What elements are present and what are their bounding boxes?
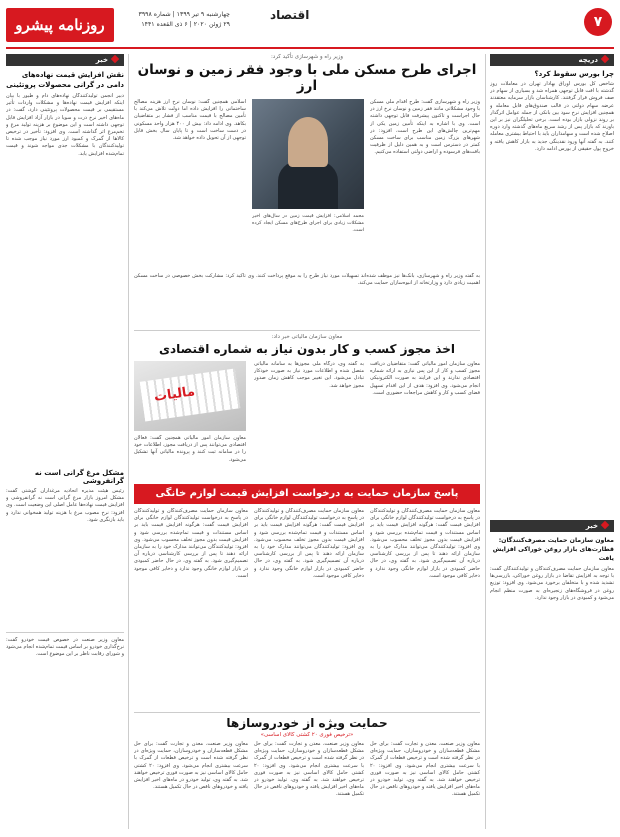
- column-divider: [128, 54, 129, 829]
- diamond-icon: [601, 521, 609, 529]
- appliance-body-3: معاون سازمان حمایت مصرف‌کنندگان و تولیدکنندگان در پاسخ به درخواست تولیدکنندگان لوازم خانگی برای افزایش قیمت گفت: هرگونه افزایش قیمت باید بر اساس مستندات و قیمت تمام‌شده بررسی شود و افزایش قیمت بدون مجوز تخلف محسوب می‌شود. وی افزود: تولیدکنندگان می‌توانند مدارک خود را به سازمان ارائه دهند تا پس از بررسی کارشناسی درباره آن تصمیم‌گیری شود. به گفته وی، در حال حاضر کمبودی در بازار لوازم خانگی وجود ندارد و ذخایر کافی موجود است.: [134, 508, 248, 579]
- news-label: خبر: [490, 520, 614, 532]
- news-column: [6, 54, 124, 777]
- section-divider: [134, 712, 480, 713]
- appliance-body-2: معاون سازمان حمایت مصرف‌کنندگان و تولیدکنندگان در پاسخ به درخواست تولیدکنندگان لوازم خانگی برای افزایش قیمت گفت: هرگونه افزایش قیمت باید بر اساس مستندات و قیمت تمام‌شده بررسی شود و افزایش قیمت بدون مجوز تخلف محسوب می‌شود. وی افزود: تولیدکنندگان می‌توانند مدارک خود را به سازمان ارائه دهند تا پس از بررسی کارشناسی درباره آن تصمیم‌گیری شود. به گفته وی، در حال حاضر کمبودی در بازار لوازم خانگی وجود ندارد و ذخایر کافی موجود است.: [254, 508, 364, 579]
- page-number: ۷: [584, 8, 612, 36]
- tax-body-left: معاون سازمان امور مالیاتی همچنین گفت: فعالان اقتصادی می‌توانند پس از دریافت مجوز، اطلاعات خود را در سامانه ثبت کنند و پرونده مالیاتی آنها تشکیل می‌شود.: [134, 435, 246, 463]
- diamond-icon: [601, 55, 609, 63]
- tax-kicker: معاون سازمان مالیاتی خبر داد:: [271, 334, 343, 340]
- news-headline-2[interactable]: مشکل مرغ گرانی است نه گرانفروشی: [34, 469, 124, 485]
- appliance-story: [134, 508, 480, 708]
- section-label: خبر: [6, 54, 124, 66]
- tax-body-mid: به گفته وی، درگاه ملی مجوزها به سامانه مالیاتی متصل شده و اطلاعات مورد نیاز به صورت خودکار تبادل می‌شود. این تغییر موجب کاهش زمان صدور مجوز خواهد شد.: [254, 361, 364, 389]
- brief-column: [490, 54, 614, 746]
- page-header: [0, 0, 620, 50]
- auto-kicker: «ترخیص فوری ۲۰ کشتی کالای اساسی»: [260, 732, 354, 738]
- news-body: دبیر انجمن تولیدکنندگان نهاده‌های دام و طیور با بیان اینکه افزایش قیمت نهاده‌ها و مشکلات واردات تأثیر مستقیمی بر قیمت محصولات پروتئینی دارد، گفت: در ماه‌های اخیر نرخ ذرت و سویا در بازار آزاد افزایش قابل توجهی داشته است و این موضوع بر هزینه تولید مرغ و تخم‌مرغ اثر گذاشته است. وی افزود: تأخیر در ترخیص کالاها از گمرک و کمبود ارز مورد نیاز موجب شده تا تولیدکنندگان با مشکلات جدی مواجه شوند و قیمت تمام‌شده افزایش یابد.: [6, 93, 124, 157]
- lead-kicker: وزیر راه و شهرسازی تأکید کرد:: [270, 54, 344, 60]
- section-title: اقتصاد: [270, 8, 310, 22]
- issue-date-line: چهارشنبه ۹ تیر ۱۳۹۹ | شماره ۳۹۹۸: [138, 11, 230, 18]
- auto-story: [134, 716, 480, 831]
- appliance-body: معاون سازمان حمایت مصرف‌کنندگان و تولیدکنندگان در پاسخ به درخواست تولیدکنندگان لوازم خانگی برای افزایش قیمت گفت: هرگونه افزایش قیمت باید بر اساس مستندات و قیمت تمام‌شده بررسی شود و افزایش قیمت بدون مجوز تخلف محسوب می‌شود. وی افزود: تولیدکنندگان می‌توانند مدارک خود را به سازمان ارائه دهند تا پس از بررسی کارشناسی درباره آن تصمیم‌گیری شود. به گفته وی، در حال حاضر کمبودی در بازار لوازم خانگی وجود ندارد و ذخایر کافی موجود است.: [370, 508, 480, 579]
- news-body-2: رئیس هیئت مدیره اتحادیه مرغداران گوشتی گفت: مشکل امروز بازار مرغ گرانی است نه گرانفروشی و افزایش قیمت نهاده‌ها عامل اصلی این وضعیت است. وی افزود: نرخ مصوب مرغ با هزینه تولید همخوانی ندارد و باید بازنگری شود.: [6, 488, 124, 523]
- minister-photo[interactable]: [252, 99, 364, 209]
- brief-headline[interactable]: چرا بورس سقوط کرد؟: [534, 70, 614, 78]
- diamond-icon: [111, 55, 119, 63]
- brief-body: شاخص کل بورس اوراق بهادار تهران در معاملات روز گذشته با افت قابل توجهی همراه شد و بسیاری از سهام در صف فروش قرار گرفتند. کارشناسان بازار سرمایه معتقدند عرضه سهام دولتی در قالب صندوق‌های قابل معامله و همچنین افزایش نرخ سود بین بانکی از جمله عوامل اثرگذار بر روند نزولی بازار بوده است. برخی تحلیلگران نیز بر این باورند که بازار پس از رشد سریع ماه‌های گذشته وارد دوره اصلاح شده است و سهامداران باید با احتیاط بیشتری معامله کنند. به گفته آنها ورود نقدینگی جدید به بازار کاهش یافته و خروج پول حقیقی از بورس ادامه دارد.: [490, 81, 614, 152]
- brief-headline-2[interactable]: معاون سازمان حمایت مصرف‌کنندگان: قطارت‌های بازار روغن خوراکی افزایش یافت: [492, 537, 614, 562]
- news-body-3: معاون وزیر صنعت در خصوص قیمت خودرو گفت: نرخ‌گذاری خودرو بر اساس قیمت تمام‌شده انجام می‌شود و شورای رقابت ناظر بر این موضوع است.: [6, 637, 124, 658]
- tax-body-right: معاون سازمان امور مالیاتی گفت: متقاضیان دریافت مجوز کسب و کار از این پس نیازی به ارائه شماره اقتصادی ندارند و این فرایند به صورت الکترونیکی انجام می‌شود. وی افزود: هدف از این اقدام تسهیل فضای کسب و کار و کاهش مراجعات حضوری است.: [370, 361, 480, 396]
- brief-body-2: معاون سازمان حمایت مصرف‌کنندگان و تولیدکنندگان گفت: با توجه به افزایش تقاضا در بازار روغن خوراکی، بازرسی‌ها تشدید شده و با متخلفان برخورد می‌شود. وی افزود: توزیع روغن در فروشگاه‌های زنجیره‌ای به صورت منظم انجام می‌شود و کمبودی در بازار وجود ندارد.: [490, 566, 614, 601]
- issue-date-line-2: ۲۹ ژوئن ۲۰۲۰ | ۶ ذی القعده ۱۴۴۱: [141, 21, 230, 28]
- news-headline[interactable]: نقش افزایش قیمت نهاده‌های دامی در گرانی محصولات پروتئینی: [6, 71, 124, 89]
- auto-body: معاون وزیر صنعت، معدن و تجارت گفت: برای حل مشکل قطعه‌سازان و خودروسازان، حمایت ویژه‌ای در نظر گرفته شده است و ترخیص قطعات از گمرک با سرعت بیشتری انجام می‌شود. وی افزود: ۲۰ کشتی حامل کالای اساسی نیز به صورت فوری ترخیص خواهند شد. به گفته وی، تولید خودرو در ماه‌های اخیر افزایش یافته و خودروهای ناقص در حال تکمیل هستند.: [370, 741, 480, 798]
- section-divider: [6, 632, 124, 633]
- appliance-headline[interactable]: پاسخ سازمان حمایت به درخواست افزایش قیمت لوازم خانگی: [134, 484, 480, 504]
- column-divider: [485, 54, 486, 829]
- tax-image-label: مالیات: [153, 384, 196, 405]
- issue-info: [120, 10, 230, 30]
- section-label: دریچه: [490, 54, 614, 66]
- lead-story: [134, 54, 480, 333]
- auto-body-2: معاون وزیر صنعت، معدن و تجارت گفت: برای حل مشکل قطعه‌سازان و خودروسازان، حمایت ویژه‌ای در نظر گرفته شده است و ترخیص قطعات از گمرک با سرعت بیشتری انجام می‌شود. وی افزود: ۲۰ کشتی حامل کالای اساسی نیز به صورت فوری ترخیص خواهند شد. به گفته وی، تولید خودرو در ماه‌های اخیر افزایش یافته و خودروهای ناقص در حال تکمیل هستند.: [254, 741, 364, 798]
- section-divider: [134, 330, 480, 331]
- tax-story: [134, 334, 480, 481]
- lead-body-right: وزیر راه و شهرسازی گفت: طرح اقدام ملی مسکن با وجود مشکلاتی مانند فقر زمین و نوسان نرخ ارز در حال اجراست و تاکنون پیشرفت قابل توجهی داشته است. وی با اشاره به اینکه تأمین زمین یکی از مهم‌ترین چالش‌های این طرح است، افزود: در شهرهای بزرگ زمین مناسب برای ساخت مسکن کمتر در دسترس است و به همین دلیل از ظرفیت بافت‌های فرسوده و اراضی دولتی استفاده می‌کنیم.: [370, 99, 480, 156]
- lead-headline[interactable]: اجرای طرح مسکن ملی با وجود فقر زمین و نوسان ارز: [137, 62, 477, 94]
- photo-caption: محمد اسلامی: افزایش قیمت زمین در سال‌های اخیر مشکلات زیادی برای اجرای طرح‌های مسکن ایجاد کرده است.: [252, 214, 364, 234]
- lead-body-left: اسلامی همچنین گفت: نوسان نرخ ارز هزینه مصالح ساختمانی را افزایش داده اما دولت تلاش می‌کند با تأمین مصالح با قیمت مناسب از فشار بر متقاضیان بکاهد. وی ادامه داد: بیش از ۴۰۰ هزار واحد مسکونی در دست ساخت است و تا پایان سال بخش قابل توجهی از آن تحویل داده خواهد شد.: [134, 99, 246, 142]
- auto-headline[interactable]: حمایت ویژه از خودروسازها: [226, 716, 388, 730]
- auto-body-3: معاون وزیر صنعت، معدن و تجارت گفت: برای حل مشکل قطعه‌سازان و خودروسازان، حمایت ویژه‌ای در نظر گرفته شده است و ترخیص قطعات از گمرک با سرعت بیشتری انجام می‌شود. وی افزود: ۲۰ کشتی حامل کالای اساسی نیز به صورت فوری ترخیص خواهند شد. به گفته وی، تولید خودرو در ماه‌های اخیر افزایش یافته و خودروهای ناقص در حال تکمیل هستند.: [134, 741, 248, 791]
- header-rule: [6, 47, 614, 49]
- tax-headline[interactable]: اخذ مجوز کسب و کار بدون نیاز به شماره اقتصادی: [159, 342, 455, 356]
- tax-image[interactable]: [134, 361, 246, 431]
- lead-body-extra: به گفته وزیر راه و شهرسازی، بانک‌ها نیز موظف شده‌اند تسهیلات مورد نیاز طرح را به موقع پرداخت کنند. وی تأکید کرد: مشارکت بخش خصوصی در ساخت مسکن اهمیت زیادی دارد و وزارتخانه از انبوه‌سازان حمایت می‌کند.: [134, 273, 480, 287]
- newspaper-logo[interactable]: روزنامه پیشرو: [6, 8, 114, 42]
